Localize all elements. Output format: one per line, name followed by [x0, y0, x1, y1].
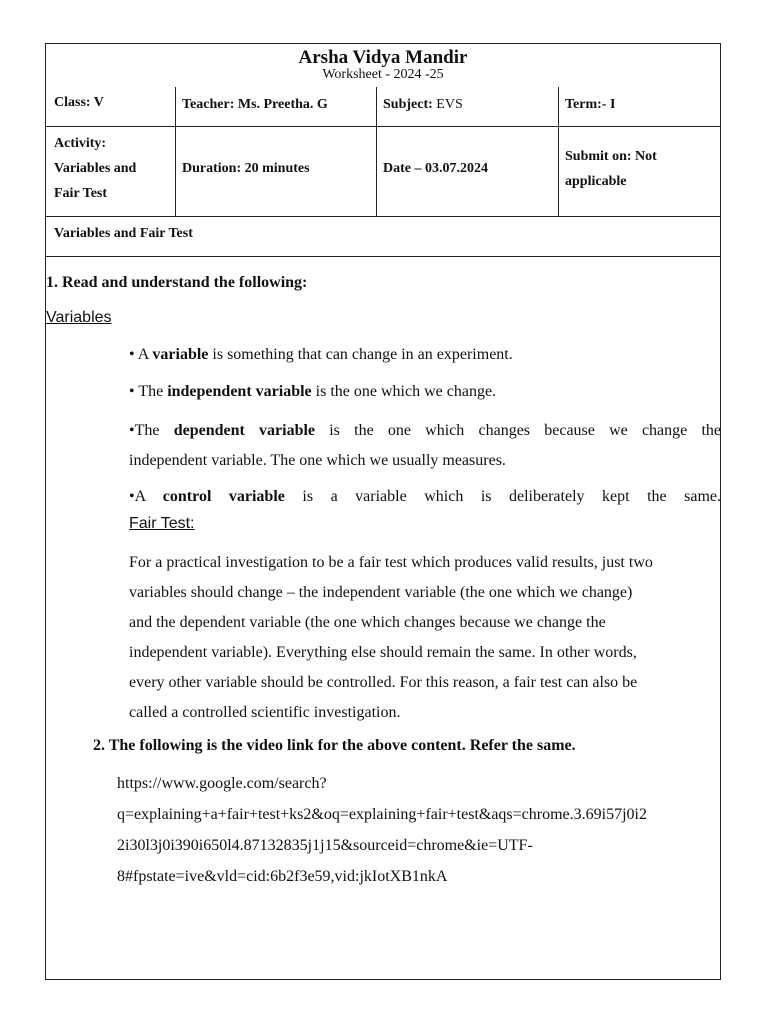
bullet-item: •A control variable is a variable which is deliberately kept the same.: [129, 488, 722, 505]
activity-line: Variables and: [54, 161, 137, 176]
section2-heading: 2. The following is the video link for the above content. Refer the same.: [93, 737, 576, 754]
fair-test-heading: Fair Test:: [129, 515, 195, 532]
bullet-line: •The dependent variable is the one which changes because we change the: [129, 422, 722, 439]
subject-value: EVS: [432, 97, 463, 112]
bullet-text: is something that can change in an experiment.: [208, 346, 513, 363]
bullet-text: The: [138, 383, 168, 400]
subject-label: Subject:: [383, 97, 433, 112]
link-line: 8#fpstate=ive&vld=cid:6b2f3e59,vid:jkIotXB1nkA: [117, 868, 448, 885]
teacher-cell: Teacher: Ms. Preetha. G: [182, 97, 328, 112]
topic-title: Variables and Fair Test: [54, 226, 193, 241]
worksheet-year: Worksheet - 2024 -25: [322, 67, 444, 82]
video-link[interactable]: [117, 768, 717, 892]
duration-cell: Duration: 20 minutes: [182, 161, 310, 176]
date-cell: Date – 03.07.2024: [383, 161, 488, 176]
submit-line: Submit on: Not: [565, 149, 657, 164]
term-cell: Term:- I: [565, 97, 616, 112]
paragraph-line: called a controlled scientific investigation.: [129, 704, 401, 721]
bullet-item: • The independent variable is the one which we change.: [129, 383, 497, 400]
variables-heading: Variables: [46, 309, 112, 326]
table-divider: [46, 216, 720, 217]
bullet-item: • A variable is something that can change in an experiment.: [129, 346, 513, 363]
paragraph-line: every other variable should be controlled. For this reason, a fair test can also be: [129, 674, 638, 691]
fair-test-paragraph: [129, 548, 729, 728]
paragraph-line: independent variable). Everything else should remain the same. In other words,: [129, 644, 637, 661]
table-divider: [46, 256, 720, 257]
table-column-line: [558, 87, 559, 216]
bullet-term: dependent variable: [173, 422, 316, 439]
table-column-line: [376, 87, 377, 216]
bullet-text: A: [134, 488, 163, 505]
paragraph-line: variables should change – the independent variable (the one which we change): [129, 584, 633, 601]
bullet-text: is a variable which is deliberately kept the same.: [284, 488, 722, 505]
link-line: 2i30l3j0i390i650l4.87132835j1j15&sourceid=chrome&ie=UTF-: [117, 837, 533, 854]
submit-line: applicable: [565, 174, 627, 189]
class-cell: Class: V: [54, 95, 104, 110]
activity-line: Fair Test: [54, 186, 108, 201]
school-name: Arsha Vidya Mandir: [298, 47, 468, 68]
bullet-line: independent variable. The one which we usually measures.: [129, 452, 506, 469]
activity-label: Activity:: [54, 136, 107, 151]
bullet-term: variable: [152, 346, 209, 363]
bullet-text: is the one which we change.: [311, 383, 497, 400]
section1-heading: 1. Read and understand the following:: [46, 274, 308, 291]
bullet-text: A: [137, 346, 153, 363]
subject-cell: [383, 92, 463, 117]
paragraph-line: For a practical investigation to be a fair test which produces valid results, just two: [129, 554, 653, 571]
worksheet-frame: [45, 43, 721, 980]
paragraph-line: and the dependent variable (the one which changes because we change the: [129, 614, 606, 631]
activity-cell: [54, 131, 136, 206]
bullet-term: independent variable: [167, 383, 312, 400]
bullet-term: control variable: [162, 488, 285, 505]
table-divider: [46, 126, 720, 127]
bullet-text: The: [134, 422, 174, 439]
link-line: https://www.google.com/search?: [117, 775, 327, 792]
table-column-line: [175, 87, 176, 216]
bullet-text: is the one which changes because we change the: [315, 422, 722, 439]
link-line: q=explaining+a+fair+test+ks2&oq=explaining+fair+test&aqs=chrome.3.69i57j0i2: [117, 806, 647, 823]
submit-cell: [565, 144, 657, 194]
bullet-item: [129, 416, 721, 476]
